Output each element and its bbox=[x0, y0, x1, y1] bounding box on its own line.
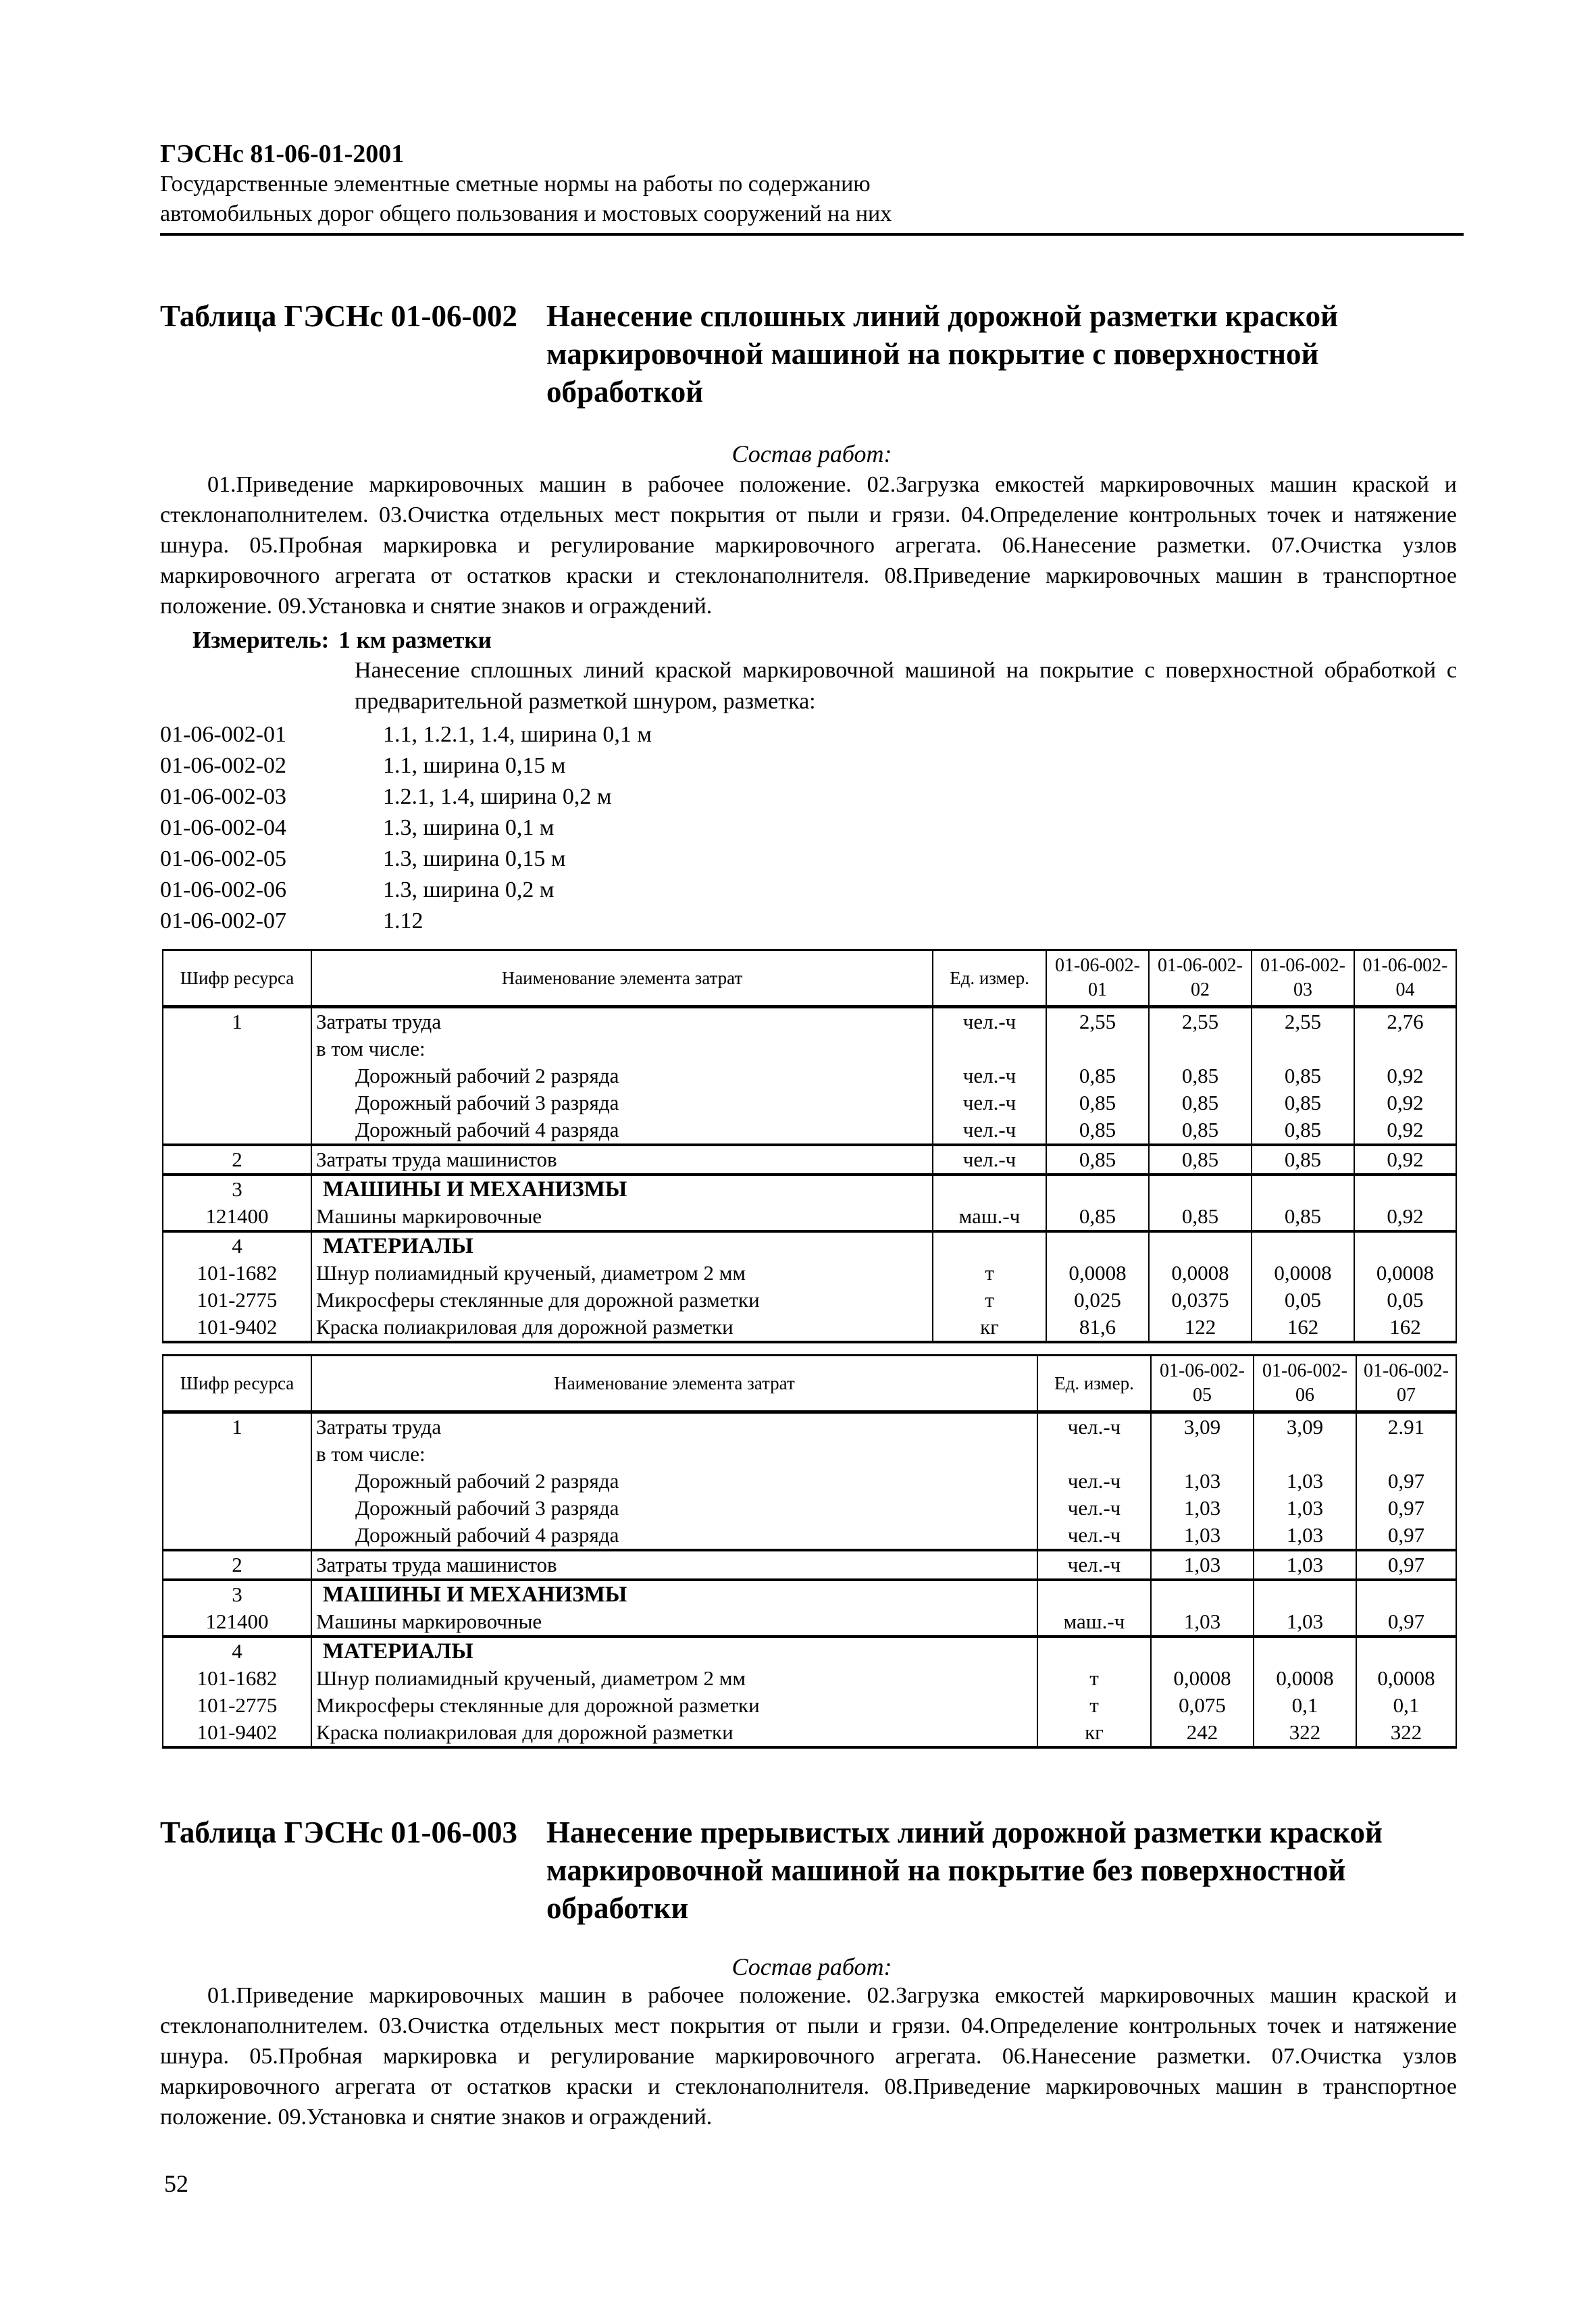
norm-code-item bbox=[160, 844, 652, 875]
unit-cell bbox=[933, 1175, 1046, 1203]
element-name-cell bbox=[311, 1231, 933, 1260]
norm-value-cell: 0,92 bbox=[1354, 1062, 1456, 1089]
resource-code-cell: 4 bbox=[163, 1231, 311, 1260]
norm-value-cell bbox=[1356, 1637, 1456, 1665]
resource-code-cell: 3 bbox=[163, 1175, 311, 1203]
table-row bbox=[163, 1441, 1456, 1468]
element-name: Машины маркировочные bbox=[316, 1204, 542, 1228]
table-row bbox=[163, 1608, 1456, 1637]
element-name-cell bbox=[311, 1637, 1037, 1665]
norm-value-cell: 1,03 bbox=[1151, 1522, 1254, 1550]
resource-code-cell: 1 bbox=[163, 1007, 311, 1036]
element-name: Затраты труда bbox=[316, 1415, 442, 1439]
resource-code-cell: 101-9402 bbox=[163, 1719, 311, 1747]
unit-cell: чел.-ч bbox=[1037, 1468, 1151, 1495]
element-name: Дорожный рабочий 2 разряда bbox=[355, 1469, 619, 1493]
table-row bbox=[163, 1089, 1456, 1116]
norm-code-item bbox=[160, 781, 652, 813]
norm-value-cell: 0,85 bbox=[1046, 1116, 1149, 1145]
norm-value-cell bbox=[1046, 1231, 1149, 1260]
page-number: 52 bbox=[164, 2170, 188, 2197]
element-name: Машины маркировочные bbox=[316, 1610, 542, 1633]
norm-value-cell bbox=[1254, 1637, 1356, 1665]
unit-cell bbox=[1037, 1580, 1151, 1608]
resource-code-cell: 121400 bbox=[163, 1203, 311, 1231]
table-003-title bbox=[160, 1814, 1451, 1927]
norm-value-cell: 2,55 bbox=[1252, 1007, 1354, 1036]
norm-table-part-1 bbox=[162, 949, 1457, 1343]
table-002-caption: Нанесение сплошных линий дорожной разметки краской маркировочной машиной на покрытие с поверхностной обработкой bbox=[546, 299, 1339, 409]
element-name-cell bbox=[311, 1260, 933, 1287]
norm-value-cell: 0,85 bbox=[1252, 1089, 1354, 1116]
norm-code-item bbox=[160, 719, 652, 750]
unit-cell: чел.-ч bbox=[1037, 1550, 1151, 1580]
norm-code-item bbox=[160, 813, 652, 844]
unit-cell: чел.-ч bbox=[1037, 1522, 1151, 1550]
col-header-resource-code: Шифр ресурса bbox=[163, 950, 311, 1007]
element-name-cell bbox=[311, 1007, 933, 1036]
norm-value-cell: 1,03 bbox=[1151, 1550, 1254, 1580]
element-name-cell bbox=[311, 1203, 933, 1231]
norm-value-cell: 122 bbox=[1149, 1314, 1252, 1342]
unit-cell: чел.-ч bbox=[933, 1116, 1046, 1145]
table-row bbox=[163, 1175, 1456, 1203]
norm-value-cell: 0,85 bbox=[1252, 1145, 1354, 1175]
element-name: Микросферы стеклянные для дорожной разметки bbox=[316, 1288, 760, 1312]
norm-value-cell bbox=[1354, 1175, 1456, 1203]
norm-value-cell: 0,97 bbox=[1356, 1608, 1456, 1637]
resource-code-cell bbox=[163, 1441, 311, 1468]
element-name: МАШИНЫ И МЕХАНИЗМЫ bbox=[323, 1583, 627, 1607]
unit-cell: кг bbox=[933, 1314, 1046, 1342]
element-name: Микросферы стеклянные для дорожной разметки bbox=[316, 1693, 760, 1717]
resource-code-cell: 101-2775 bbox=[163, 1287, 311, 1314]
norm-code: 01-06-002-01 bbox=[160, 722, 286, 747]
standard-code: ГЭСНс 81-06-01-2001 bbox=[160, 140, 405, 168]
measure-label: Измеритель: bbox=[192, 627, 330, 653]
norm-value-cell bbox=[1254, 1441, 1356, 1468]
table-row bbox=[163, 1495, 1456, 1522]
unit-cell: чел.-ч bbox=[933, 1062, 1046, 1089]
unit-cell: т bbox=[933, 1260, 1046, 1287]
norm-value-cell: 0,85 bbox=[1252, 1116, 1354, 1145]
element-name-cell bbox=[311, 1665, 1037, 1692]
element-name-cell bbox=[311, 1116, 933, 1145]
element-name: Затраты труда машинистов bbox=[316, 1553, 557, 1576]
unit-cell: т bbox=[933, 1287, 1046, 1314]
norm-value-cell: 0,85 bbox=[1149, 1089, 1252, 1116]
element-name: Дорожный рабочий 3 разряда bbox=[355, 1091, 619, 1114]
resource-code-cell: 1 bbox=[163, 1412, 311, 1441]
norm-value-cell: 3,09 bbox=[1151, 1412, 1254, 1441]
norm-value-cell bbox=[1356, 1580, 1456, 1608]
norm-value-cell: 1,03 bbox=[1254, 1495, 1356, 1522]
table-row bbox=[163, 1203, 1456, 1231]
norm-value-cell: 0,97 bbox=[1356, 1495, 1456, 1522]
table-row bbox=[163, 1007, 1456, 1036]
unit-cell bbox=[933, 1231, 1046, 1260]
element-name-cell bbox=[311, 1692, 1037, 1719]
element-name-cell bbox=[311, 1441, 1037, 1468]
element-name: Дорожный рабочий 4 разряда bbox=[355, 1118, 619, 1141]
norm-value-cell bbox=[1149, 1175, 1252, 1203]
norm-value-cell: 0,85 bbox=[1046, 1062, 1149, 1089]
resource-code-cell: 101-2775 bbox=[163, 1692, 311, 1719]
element-name-cell bbox=[311, 1495, 1037, 1522]
col-header-norm: 01-06-002-07 bbox=[1356, 1356, 1456, 1412]
col-header-norm: 01-06-002-04 bbox=[1354, 950, 1456, 1007]
table-002-intro: Нанесение сплошных линий краской маркировочной машиной на покрытие с поверхностной обработкой с предварительной разметкой шнуром, разметка: bbox=[355, 658, 1457, 714]
resource-code-cell: 2 bbox=[163, 1550, 311, 1580]
table-row bbox=[163, 1637, 1456, 1665]
col-header-unit: Ед. измер. bbox=[1037, 1356, 1151, 1412]
norm-value-cell: 1,03 bbox=[1151, 1495, 1254, 1522]
resource-code-cell: 3 bbox=[163, 1580, 311, 1608]
col-header-element-name: Наименование элемента затрат bbox=[311, 950, 933, 1007]
element-name-cell bbox=[311, 1412, 1037, 1441]
unit-cell: маш.-ч bbox=[933, 1203, 1046, 1231]
norm-value-cell: 0,85 bbox=[1046, 1145, 1149, 1175]
norm-value-cell bbox=[1046, 1175, 1149, 1203]
norm-value-cell: 0,97 bbox=[1356, 1468, 1456, 1495]
norm-value-cell: 1,03 bbox=[1254, 1550, 1356, 1580]
unit-cell: чел.-ч bbox=[1037, 1412, 1151, 1441]
norm-code-item bbox=[160, 906, 652, 937]
norm-value-cell: 0,0008 bbox=[1254, 1665, 1356, 1692]
unit-cell: чел.-ч bbox=[933, 1145, 1046, 1175]
table-row bbox=[163, 1665, 1456, 1692]
header-line-1: Государственные элементные сметные нормы на работы по содержанию bbox=[160, 172, 871, 197]
table-003-caption: Нанесение прерывистых линий дорожной разметки краской маркировочной машиной на покрытие без поверхностной обработки bbox=[546, 1816, 1383, 1925]
resource-code-cell: 4 bbox=[163, 1637, 311, 1665]
norm-value-cell bbox=[1149, 1231, 1252, 1260]
table-002-number: Таблица ГЭСНс 01-06-002 bbox=[160, 299, 517, 333]
element-name: Дорожный рабочий 3 разряда bbox=[355, 1496, 619, 1520]
norm-code-item bbox=[160, 875, 652, 906]
table-row bbox=[163, 1522, 1456, 1550]
col-header-element-name: Наименование элемента затрат bbox=[311, 1356, 1037, 1412]
norm-value-cell: 0,05 bbox=[1252, 1287, 1354, 1314]
norm-value-cell: 0,0008 bbox=[1151, 1665, 1254, 1692]
table-row bbox=[163, 1412, 1456, 1441]
norm-code: 01-06-002-07 bbox=[160, 908, 286, 933]
table-002-sostav-text: 01.Приведение маркировочных машин в рабочее положение. 02.Загрузка емкостей маркировочных машин краской и стеклонаполнителем. 03.Очистка отдельных мест покрытия от пыли и грязи. 04.Определение контрольных точек и натяжение шнура. 05.Пробная маркировка и регулирование маркировочного агрегата. 06.Нанесение разметки. 07.Очистка узлов маркировочного агрегата от остатков краски и стеклонаполнителя. 08.Приведение маркировочных машин в транспортное положение. 09.Установка и снятие знаков и ограждений. bbox=[160, 472, 1457, 619]
norm-value-cell: 0,97 bbox=[1356, 1550, 1456, 1580]
resource-code-cell: 101-9402 bbox=[163, 1314, 311, 1342]
table-row bbox=[163, 1468, 1456, 1495]
table-header-row bbox=[163, 1356, 1456, 1412]
table-row bbox=[163, 1719, 1456, 1747]
norm-value-cell: 0,92 bbox=[1354, 1145, 1456, 1175]
norm-value-cell: 0,85 bbox=[1149, 1062, 1252, 1089]
norm-value-cell: 0,97 bbox=[1356, 1522, 1456, 1550]
unit-cell: чел.-ч bbox=[933, 1089, 1046, 1116]
resource-code-cell bbox=[163, 1116, 311, 1145]
norm-value-cell bbox=[1354, 1035, 1456, 1062]
element-name-cell bbox=[311, 1550, 1037, 1580]
unit-cell: чел.-ч bbox=[1037, 1495, 1151, 1522]
table-003-number: Таблица ГЭСНс 01-06-003 bbox=[160, 1816, 517, 1849]
col-header-norm: 01-06-002-05 bbox=[1151, 1356, 1254, 1412]
norm-desc: 1.3, ширина 0,2 м bbox=[383, 877, 555, 902]
element-name: МАТЕРИАЛЫ bbox=[323, 1234, 473, 1258]
element-name-cell bbox=[311, 1580, 1037, 1608]
element-name: Шнур полиамидный крученый, диаметром 2 мм bbox=[316, 1261, 746, 1285]
norm-value-cell: 0,0008 bbox=[1354, 1260, 1456, 1287]
element-name-cell bbox=[311, 1287, 933, 1314]
norm-value-cell: 1,03 bbox=[1254, 1608, 1356, 1637]
table-row bbox=[163, 1062, 1456, 1089]
table-row bbox=[163, 1692, 1456, 1719]
norm-value-cell: 0,85 bbox=[1149, 1203, 1252, 1231]
unit-cell: т bbox=[1037, 1692, 1151, 1719]
element-name-cell bbox=[311, 1175, 933, 1203]
element-name: в том числе: bbox=[316, 1037, 426, 1060]
norm-value-cell bbox=[1252, 1231, 1354, 1260]
norm-value-cell: 0,92 bbox=[1354, 1203, 1456, 1231]
element-name: Краска полиакриловая для дорожной разметки bbox=[316, 1720, 733, 1744]
norm-value-cell: 0,1 bbox=[1356, 1692, 1456, 1719]
norm-value-cell: 0,85 bbox=[1149, 1116, 1252, 1145]
unit-cell: маш.-ч bbox=[1037, 1608, 1151, 1637]
table-003-sostav-text: 01.Приведение маркировочных машин в рабочее положение. 02.Загрузка емкостей маркировочных машин краской и стеклонаполнителем. 03.Очистка отдельных мест покрытия от пыли и грязи. 04.Определение контрольных точек и натяжение шнура. 05.Пробная маркировка и регулирование маркировочного агрегата. 06.Нанесение разметки. 07.Очистка узлов маркировочного агрегата от остатков краски и стеклонаполнителя. 08.Приведение маркировочных машин в транспортное положение. 09.Установка и снятие знаков и ограждений. bbox=[160, 1983, 1457, 2130]
resource-code-cell: 101-1682 bbox=[163, 1260, 311, 1287]
element-name-cell bbox=[311, 1035, 933, 1062]
norm-value-cell bbox=[1151, 1637, 1254, 1665]
norm-desc: 1.3, ширина 0,15 м bbox=[383, 846, 566, 871]
norm-value-cell: 0,1 bbox=[1254, 1692, 1356, 1719]
norm-value-cell: 0,85 bbox=[1046, 1089, 1149, 1116]
norm-value-cell: 1,03 bbox=[1254, 1522, 1356, 1550]
resource-code-cell bbox=[163, 1468, 311, 1495]
norm-value-cell: 0,92 bbox=[1354, 1089, 1456, 1116]
norm-value-cell: 162 bbox=[1354, 1314, 1456, 1342]
element-name-cell bbox=[311, 1468, 1037, 1495]
norm-table-part-2 bbox=[162, 1354, 1457, 1749]
norm-value-cell: 3,09 bbox=[1254, 1412, 1356, 1441]
unit-cell: т bbox=[1037, 1665, 1151, 1692]
table-row bbox=[163, 1231, 1456, 1260]
norm-value-cell: 0,05 bbox=[1354, 1287, 1456, 1314]
element-name: в том числе: bbox=[316, 1442, 426, 1466]
resource-code-cell bbox=[163, 1495, 311, 1522]
table-002-measure bbox=[192, 625, 492, 656]
norm-value-cell: 0,0008 bbox=[1356, 1665, 1456, 1692]
norm-value-cell: 0,85 bbox=[1046, 1203, 1149, 1231]
table-row bbox=[163, 1550, 1456, 1580]
norm-value-cell: 0,0008 bbox=[1046, 1260, 1149, 1287]
element-name: Затраты труда машинистов bbox=[316, 1148, 557, 1171]
element-name: Дорожный рабочий 4 разряда bbox=[355, 1523, 619, 1547]
norm-desc: 1.12 bbox=[383, 908, 423, 933]
norm-value-cell: 0,075 bbox=[1151, 1692, 1254, 1719]
resource-code-cell bbox=[163, 1089, 311, 1116]
norm-value-cell bbox=[1252, 1035, 1354, 1062]
norm-value-cell bbox=[1151, 1441, 1254, 1468]
norm-value-cell bbox=[1356, 1441, 1456, 1468]
element-name: Затраты труда bbox=[316, 1010, 442, 1033]
resource-code-cell: 121400 bbox=[163, 1608, 311, 1637]
norm-desc: 1.3, ширина 0,1 м bbox=[383, 815, 555, 840]
norm-value-cell: 2,55 bbox=[1046, 1007, 1149, 1036]
col-header-norm: 01-06-002-01 bbox=[1046, 950, 1149, 1007]
norm-value-cell: 2,55 bbox=[1149, 1007, 1252, 1036]
unit-cell: кг bbox=[1037, 1719, 1151, 1747]
element-name: Дорожный рабочий 2 разряда bbox=[355, 1064, 619, 1087]
resource-code-cell bbox=[163, 1522, 311, 1550]
table-row bbox=[163, 1116, 1456, 1145]
resource-code-cell bbox=[163, 1062, 311, 1089]
col-header-norm: 01-06-002-02 bbox=[1149, 950, 1252, 1007]
norm-code: 01-06-002-05 bbox=[160, 846, 286, 871]
norm-value-cell: 2,76 bbox=[1354, 1007, 1456, 1036]
norm-value-cell: 322 bbox=[1254, 1719, 1356, 1747]
table-002-title bbox=[160, 297, 1451, 411]
norm-code-item bbox=[160, 750, 652, 781]
norm-desc: 1.1, 1.2.1, 1.4, ширина 0,1 м bbox=[383, 722, 652, 747]
unit-cell bbox=[1037, 1637, 1151, 1665]
element-name: МАШИНЫ И МЕХАНИЗМЫ bbox=[323, 1177, 627, 1202]
element-name: МАТЕРИАЛЫ bbox=[323, 1639, 473, 1664]
norm-value-cell: 0,85 bbox=[1149, 1145, 1252, 1175]
norm-code-list bbox=[160, 719, 652, 937]
unit-cell bbox=[1037, 1441, 1151, 1468]
measure-value: 1 км разметки bbox=[338, 627, 492, 653]
unit-cell: чел.-ч bbox=[933, 1007, 1046, 1036]
norm-code: 01-06-002-03 bbox=[160, 784, 286, 809]
norm-value-cell bbox=[1252, 1175, 1354, 1203]
norm-code: 01-06-002-02 bbox=[160, 753, 286, 778]
element-name-cell bbox=[311, 1145, 933, 1175]
norm-value-cell: 1,03 bbox=[1151, 1468, 1254, 1495]
norm-value-cell: 0,0008 bbox=[1149, 1260, 1252, 1287]
resource-code-cell: 2 bbox=[163, 1145, 311, 1175]
table-header-row bbox=[163, 950, 1456, 1007]
table-row bbox=[163, 1580, 1456, 1608]
element-name-cell bbox=[311, 1314, 933, 1342]
norm-value-cell bbox=[1151, 1580, 1254, 1608]
norm-value-cell: 0,0008 bbox=[1252, 1260, 1354, 1287]
norm-value-cell: 242 bbox=[1151, 1719, 1254, 1747]
running-header bbox=[160, 138, 1464, 229]
table-row bbox=[163, 1314, 1456, 1342]
norm-value-cell bbox=[1149, 1035, 1252, 1062]
element-name: Краска полиакриловая для дорожной разметки bbox=[316, 1315, 733, 1339]
table-row bbox=[163, 1145, 1456, 1175]
header-line-2: автомобильных дорог общего пользования и мостовых сооружений на них bbox=[160, 201, 892, 226]
table-002-sostav-heading: Состав работ: bbox=[731, 440, 892, 467]
norm-value-cell bbox=[1046, 1035, 1149, 1062]
norm-value-cell: 2.91 bbox=[1356, 1412, 1456, 1441]
element-name: Шнур полиамидный крученый, диаметром 2 мм bbox=[316, 1666, 746, 1690]
norm-value-cell bbox=[1254, 1580, 1356, 1608]
header-rule bbox=[160, 233, 1464, 236]
norm-value-cell: 0,85 bbox=[1252, 1203, 1354, 1231]
col-header-resource-code: Шифр ресурса bbox=[163, 1356, 311, 1412]
table-row bbox=[163, 1035, 1456, 1062]
unit-cell bbox=[933, 1035, 1046, 1062]
col-header-norm: 01-06-002-06 bbox=[1254, 1356, 1356, 1412]
element-name-cell bbox=[311, 1522, 1037, 1550]
norm-code: 01-06-002-04 bbox=[160, 815, 286, 840]
norm-desc: 1.1, ширина 0,15 м bbox=[383, 753, 566, 778]
norm-value-cell: 1,03 bbox=[1254, 1468, 1356, 1495]
element-name-cell bbox=[311, 1089, 933, 1116]
norm-desc: 1.2.1, 1.4, ширина 0,2 м bbox=[383, 784, 612, 809]
table-003-sostav-heading: Состав работ: bbox=[731, 1953, 892, 1980]
norm-code: 01-06-002-06 bbox=[160, 877, 286, 902]
norm-value-cell: 0,92 bbox=[1354, 1116, 1456, 1145]
col-header-norm: 01-06-002-03 bbox=[1252, 950, 1354, 1007]
table-row bbox=[163, 1287, 1456, 1314]
norm-value-cell: 322 bbox=[1356, 1719, 1456, 1747]
resource-code-cell: 101-1682 bbox=[163, 1665, 311, 1692]
norm-value-cell: 1,03 bbox=[1151, 1608, 1254, 1637]
table-row bbox=[163, 1260, 1456, 1287]
norm-value-cell: 0,0375 bbox=[1149, 1287, 1252, 1314]
col-header-unit: Ед. измер. bbox=[933, 950, 1046, 1007]
element-name-cell bbox=[311, 1062, 933, 1089]
norm-value-cell: 0,85 bbox=[1252, 1062, 1354, 1089]
element-name-cell bbox=[311, 1608, 1037, 1637]
norm-value-cell: 0,025 bbox=[1046, 1287, 1149, 1314]
resource-code-cell bbox=[163, 1035, 311, 1062]
norm-value-cell: 162 bbox=[1252, 1314, 1354, 1342]
norm-value-cell: 81,6 bbox=[1046, 1314, 1149, 1342]
element-name-cell bbox=[311, 1719, 1037, 1747]
norm-value-cell bbox=[1354, 1231, 1456, 1260]
